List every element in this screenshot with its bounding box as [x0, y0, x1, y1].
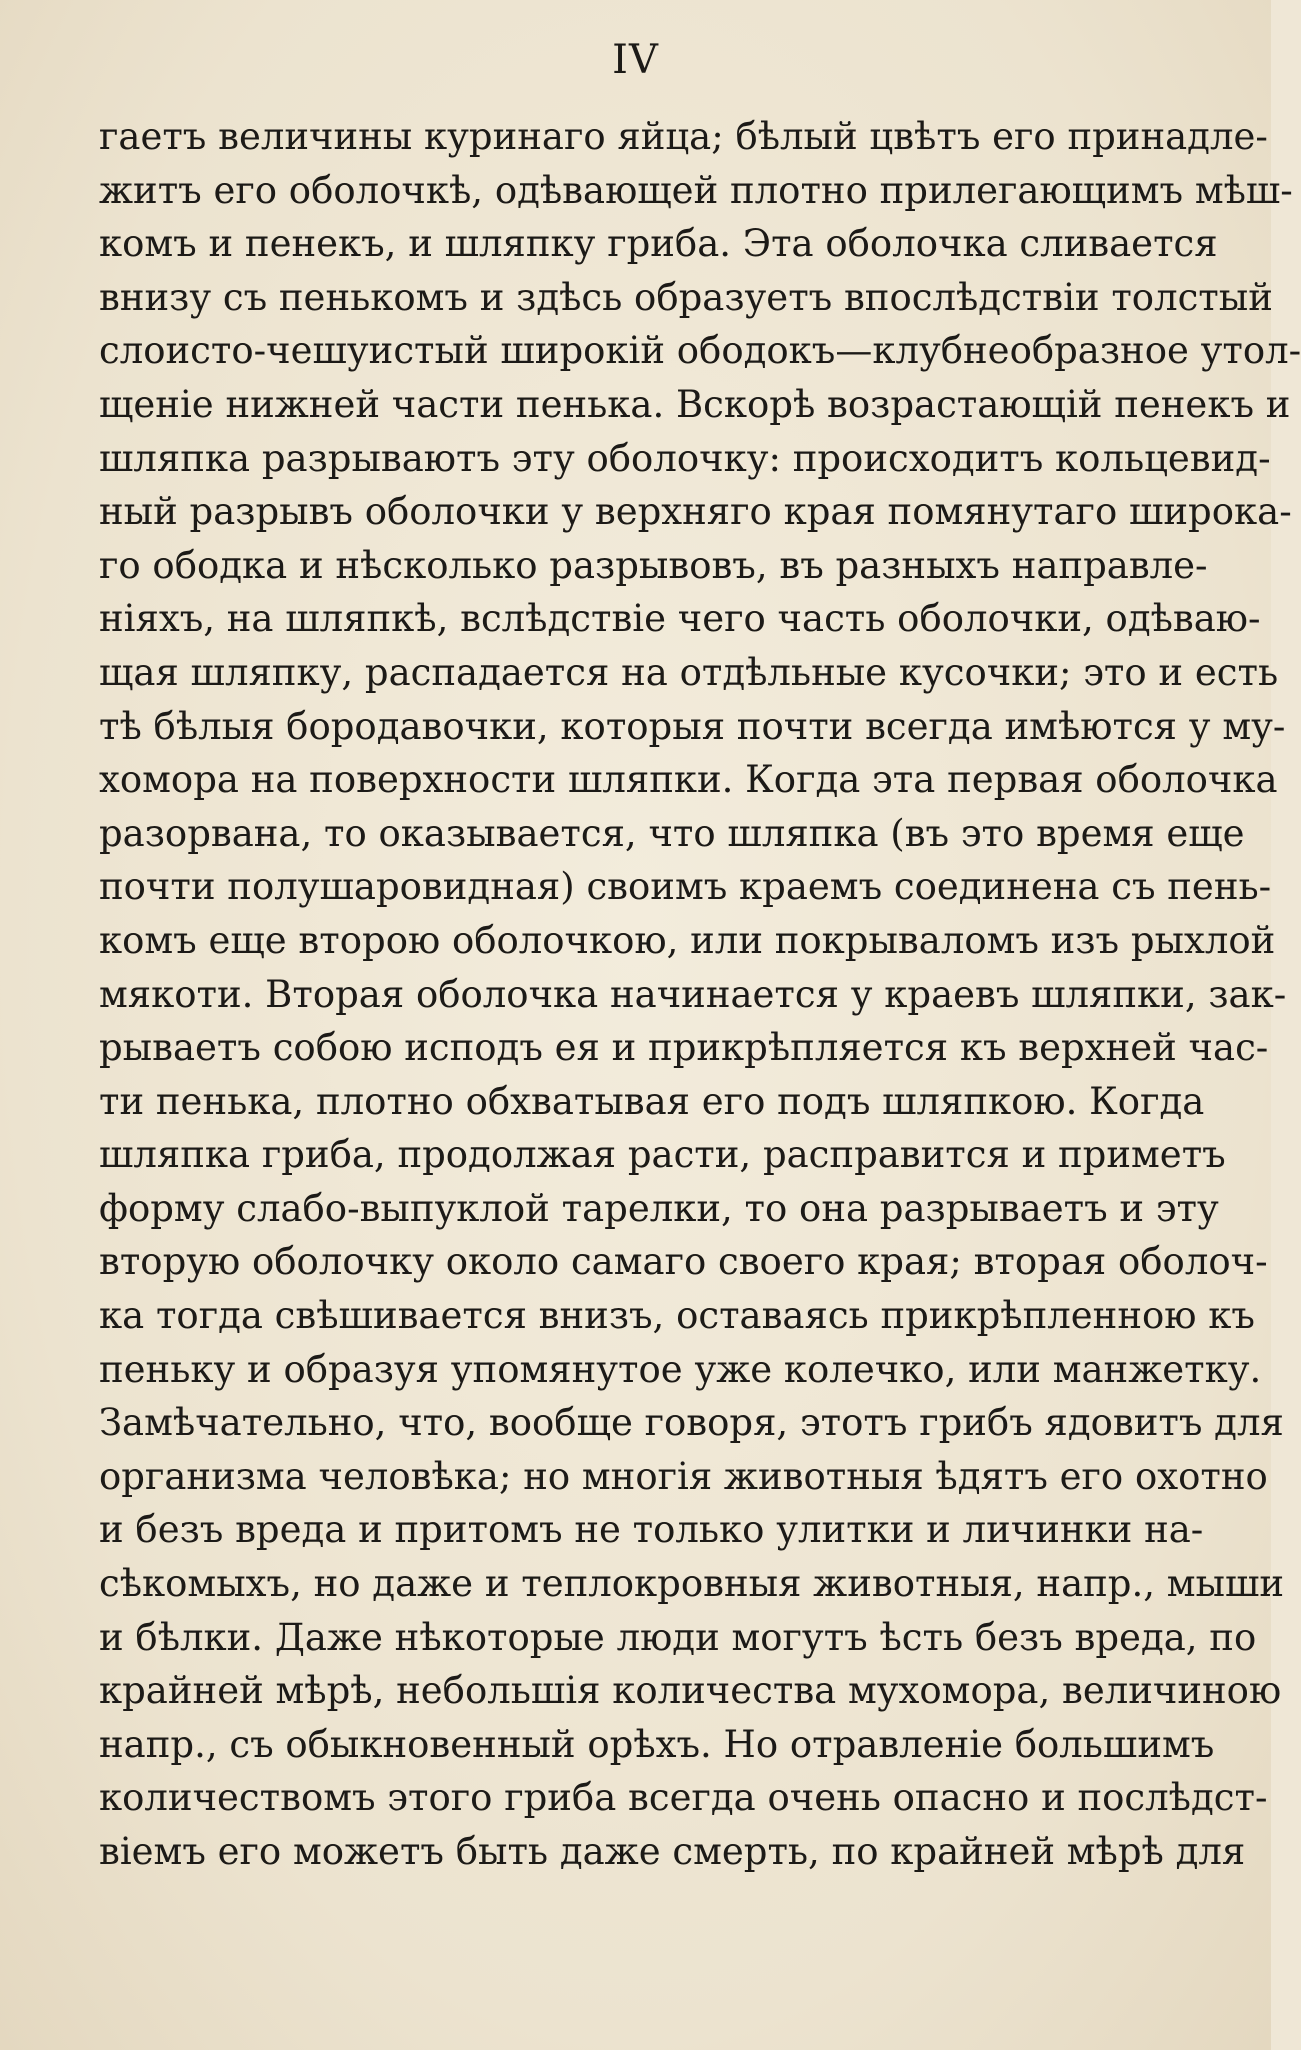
text-line: ніяхъ, на шляпкѣ, вслѣдствіе чего часть оболочки, одѣваю- — [99, 597, 1261, 641]
text-line: шляпка гриба, продолжая расти, расправится и приметъ — [99, 1133, 1226, 1177]
text-line: комъ и пенекъ, и шляпку гриба. Эта оболочка сливается — [99, 222, 1218, 266]
text-line: хомора на поверхности шляпки. Когда эта первая оболочка — [99, 758, 1278, 802]
text-line: количествомъ этого гриба всегда очень опасно и послѣдст- — [99, 1776, 1268, 1820]
text-line: гаетъ величины куринаго яйца; бѣлый цвѣтъ его принадле- — [99, 115, 1268, 158]
text-line: форму слабо-выпуклой тарелки, то она разрываетъ и эту — [99, 1186, 1219, 1230]
text-line: и бѣлки. Даже нѣкоторые люди могутъ ѣсть безъ вреда, по — [99, 1615, 1257, 1659]
page-number: IV — [612, 37, 659, 83]
text-line: вторую оболочку около самаго своего края; вторая оболоч- — [99, 1240, 1268, 1284]
text-line: напр., съ обыкновенный орѣхъ. Но отравленіе большимъ — [99, 1722, 1215, 1766]
text-line: внизу съ пенькомъ и здѣсь образуетъ впослѣдствіи толстый — [99, 275, 1273, 319]
text-line: организма человѣка; но многія животныя ѣдятъ его охотно — [99, 1454, 1268, 1498]
text-line: шляпка разрываютъ эту оболочку: происходитъ кольцевид- — [99, 436, 1271, 480]
text-line: крайней мѣрѣ, небольшія количества мухомора, величиною — [99, 1669, 1282, 1713]
text-line: слоисто-чешуистый широкій ободокъ—клубнеобразное утол- — [99, 329, 1301, 373]
text-line: разорвана, то оказывается, что шляпка (въ это время еще — [99, 811, 1245, 855]
text-line: и безъ вреда и притомъ не только улитки и личинки на- — [99, 1508, 1204, 1552]
text-line: почти полушаровидная) своимъ краемъ соединена съ пень- — [99, 865, 1272, 909]
text-line: ка тогда свѣшивается внизъ, оставаясь прикрѣпленною къ — [99, 1294, 1255, 1338]
text-line: пеньку и образуя упомянутое уже колечко, или манжетку. — [99, 1347, 1262, 1391]
text-line: сѣкомыхъ, но даже и теплокровныя животныя, напр., мыши — [99, 1562, 1285, 1606]
body-text — [99, 110, 1301, 1879]
text-line: житъ его оболочкѣ, одѣвающей плотно прилегающимъ мѣш- — [99, 168, 1293, 212]
text-line: віемъ его можетъ быть даже смерть, по крайней мѣрѣ для — [99, 1830, 1246, 1873]
text-line: щая шляпку, распадается на отдѣльные кусочки; это и есть — [99, 650, 1279, 694]
text-line: го ободка и нѣсколько разрывовъ, въ разныхъ направле- — [99, 543, 1208, 587]
text-line: щеніе нижней части пенька. Вскорѣ возрастающій пенекъ и — [99, 382, 1291, 426]
text-line: ный разрывъ оболочки у верхняго края помянутаго широка- — [99, 490, 1292, 534]
text-line: Замѣчательно, что, вообще говоря, этотъ грибъ ядовитъ для — [99, 1401, 1284, 1445]
text-line: комъ еще второю оболочкою, или покрываломъ изъ рыхлой — [99, 918, 1276, 962]
text-line: рываетъ собою исподъ ея и прикрѣпляется къ верхней час- — [99, 1026, 1269, 1070]
text-line: мякоти. Вторая оболочка начинается у краевъ шляпки, зак- — [99, 972, 1287, 1016]
text-line: тѣ бѣлыя бородавочки, которыя почти всегда имѣются у му- — [99, 704, 1286, 748]
text-line: ти пенька, плотно обхватывая его подъ шляпкою. Когда — [99, 1079, 1205, 1123]
